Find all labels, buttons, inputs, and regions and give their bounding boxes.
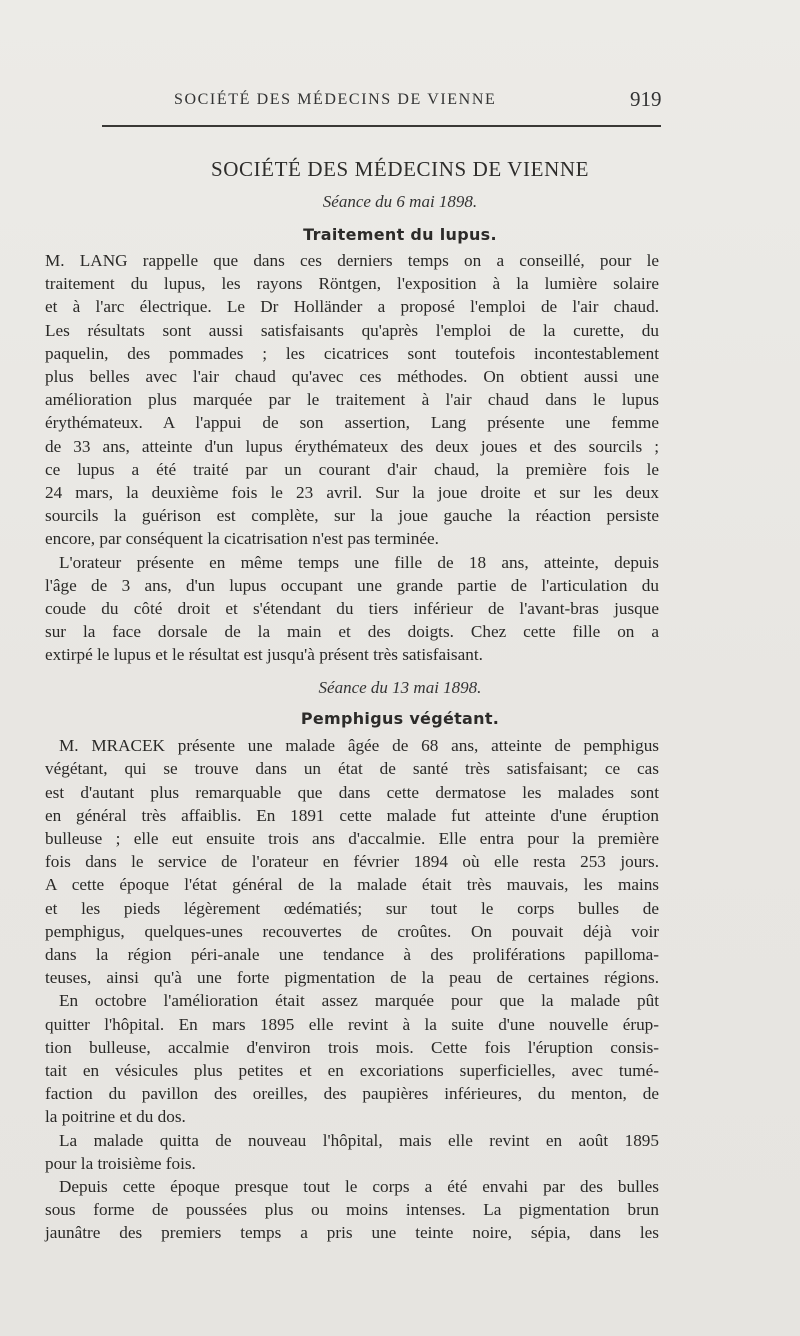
text-line: M. LANG rappelle que dans ces derniers temps on a conseillé, pour le <box>45 251 659 270</box>
text-line: extirpé le lupus et le résultat est jusqu'à présent très satisfaisant. <box>45 645 483 664</box>
text-line: sous forme de poussées plus ou moins intenses. La pigmentation brun <box>45 1200 659 1219</box>
text-line: L'orateur présente en même temps une fille de 18 ans, atteinte, depuis <box>59 553 659 572</box>
text-line: érythémateux. A l'appui de son assertion, Lang présente une femme <box>45 413 659 432</box>
text-line: bulleuse ; elle eut ensuite trois ans d'accalmie. Elle entra pour la première <box>45 829 659 848</box>
text-line: sourcils la guérison est complète, sur la joue gauche la réaction persiste <box>45 506 659 525</box>
text-line: teuses, ainsi qu'à une forte pigmentation de la peau de certaines régions. <box>45 968 659 987</box>
session-heading-1: Traitement du lupus. <box>303 225 497 244</box>
text-line: végétant, qui se trouve dans un état de santé très satisfaisant; ce cas <box>45 759 659 778</box>
text-line: dans la région péri-anale une tendance à des proliférations papilloma- <box>45 945 659 964</box>
text-line: sur la face dorsale de la main et des doigts. Chez cette fille on a <box>45 622 659 641</box>
text-line: 24 mars, la deuxième fois le 23 avril. Sur la joue droite et sur les deux <box>45 483 659 502</box>
section-title: SOCIÉTÉ DES MÉDECINS DE VIENNE <box>210 157 590 181</box>
text-line: traitement du lupus, les rayons Röntgen, l'exposition à la lumière solaire <box>45 274 659 293</box>
text-line: la poitrine et du dos. <box>45 1107 186 1126</box>
session-date-1: Séance du 6 mai 1898. <box>322 192 478 211</box>
text-line: en général très affaiblis. En 1891 cette malade fut atteinte d'une éruption <box>45 806 659 825</box>
text-line: encore, par conséquent la cicatrisation n'est pas terminée. <box>45 529 439 548</box>
text-line: et les pieds légèrement œdématiés; sur tout le corps bulles de <box>45 899 659 918</box>
text-line: ce lupus a été traité par un courant d'air chaud, la première fois le <box>45 460 659 479</box>
text-line: tait en vésicules plus petites et en excoriations superficielles, avec tumé- <box>45 1061 659 1080</box>
text-line: M. MRACEK présente une malade âgée de 68 ans, atteinte de pemphigus <box>59 736 659 755</box>
text-line: l'âge de 3 ans, d'un lupus occupant une grande partie de l'articulation du <box>45 576 659 595</box>
text-line: faction du pavillon des oreilles, des paupières inférieures, du menton, de <box>45 1084 659 1103</box>
text-line: coude du côté droit et s'étendant du tiers inférieur de l'avant-bras jusque <box>45 599 659 618</box>
session-heading-2: Pemphigus végétant. <box>300 709 500 728</box>
text-line: En octobre l'amélioration était assez marquée pour que la malade pût <box>59 991 659 1010</box>
text-line: est d'autant plus remarquable que dans cette dermatose les malades sont <box>45 783 659 802</box>
text-line: A cette époque l'état général de la malade était très mauvais, les mains <box>45 875 659 894</box>
page-number: 919 <box>630 87 662 111</box>
text-line: quitter l'hôpital. En mars 1895 elle revint à la suite d'une nouvelle érup- <box>45 1015 659 1034</box>
text-line: amélioration plus marquée par le traitement à l'air chaud dans le lupus <box>45 390 659 409</box>
text-line: de 33 ans, atteinte d'un lupus érythémateux des deux joues et des sourcils ; <box>45 437 659 456</box>
text-line: La malade quitta de nouveau l'hôpital, mais elle revint en août 1895 <box>59 1131 659 1150</box>
text-line: fois dans le service de l'orateur en février 1894 où elle resta 253 jours. <box>45 852 659 871</box>
header-rule <box>102 125 661 127</box>
text-line: jaunâtre des premiers temps a pris une teinte noire, sépia, dans les <box>45 1223 659 1242</box>
text-line: tion bulleuse, accalmie d'environ trois mois. Cette fois l'éruption consis- <box>45 1038 659 1057</box>
text-line: pour la troisième fois. <box>45 1154 196 1173</box>
text-line: plus belles avec l'air chaud qu'avec ces méthodes. On obtient aussi une <box>45 367 659 386</box>
session-date-2: Séance du 13 mai 1898. <box>318 678 482 697</box>
text-line: Depuis cette époque presque tout le corps a été envahi par des bulles <box>59 1177 659 1196</box>
text-line: pemphigus, quelques-unes recouvertes de croûtes. On pouvait déjà voir <box>45 922 659 941</box>
text-line: et à l'arc électrique. Le Dr Holländer a proposé l'emploi de l'air chaud. <box>45 297 659 316</box>
text-line: Les résultats sont aussi satisfaisants qu'après l'emploi de la curette, du <box>45 321 659 340</box>
running-head: SOCIÉTÉ DES MÉDECINS DE VIENNE <box>174 91 497 108</box>
text-line: paquelin, des pommades ; les cicatrices sont toutefois incontestablement <box>45 344 659 363</box>
